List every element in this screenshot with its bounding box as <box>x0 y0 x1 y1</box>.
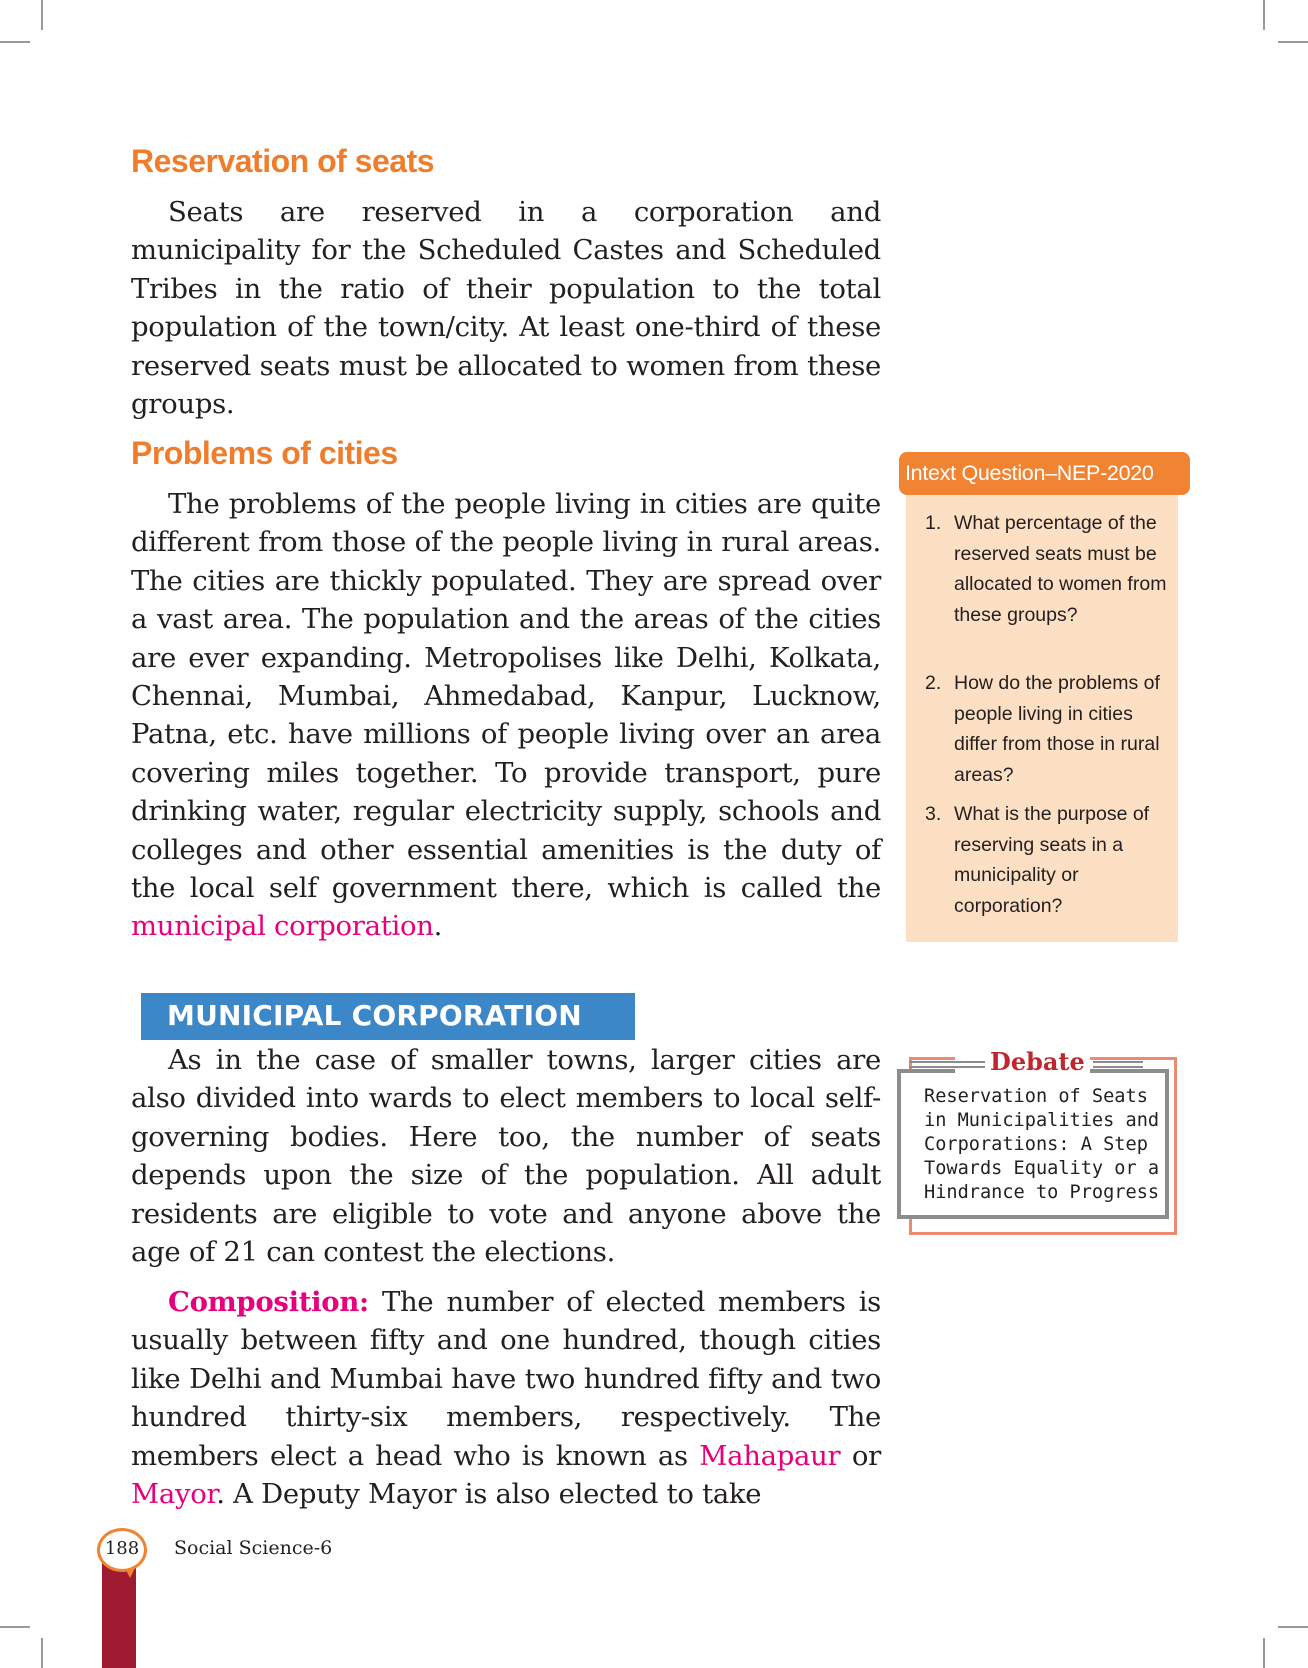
composition-text: The number of elected members is usually between fifty and one hundred, though cities like Delhi and Mumbai have two hundred fifty and two hundred thirty-six members, respectively. The members elect a head who is known as <box>131 1286 881 1472</box>
crop-mark <box>1278 1626 1308 1628</box>
debate-title-rule <box>1093 1061 1143 1063</box>
crop-mark <box>0 1626 30 1628</box>
municipal-corporation-heading-band <box>141 993 635 1040</box>
question-number: 1. <box>925 512 942 534</box>
question-text: What is the purpose of reserving seats in a municipality or corporation? <box>954 803 1150 917</box>
question-text: What percentage of the reserved seats must be allocated to women from these groups? <box>954 512 1167 626</box>
municipal-text: As in the case of smaller towns, larger cities are also divided into wards to elect members to local self-governing bodies. Here too, the number of seats depends upon the size of the population. All adult residents are eligible to vote and anyone above the age of 21 can contest the elections. <box>131 1044 881 1269</box>
debate-title-rule <box>909 1061 985 1063</box>
municipal-paragraph <box>131 1041 881 1271</box>
intext-question-tab <box>899 452 1190 495</box>
intext-question-title: Intext Question–NEP-2020 <box>905 461 1154 485</box>
municipal-corporation-heading: MUNICIPAL CORPORATION <box>167 999 582 1032</box>
problems-text: The problems of the people living in cities are quite different from those of the people living in rural areas. The cities are thickly populated. They are spread over a vast area. The population and the areas of the cities are ever expanding. Metropolises like Delhi, Kolkata, Chennai, Mumbai, Ahmedabad, Kanpur, Lucknow, Patna, etc. have millions of people living over an area covering miles together. To provide transport, pure drinking water, regular electricity supply, schools and colleges and other essential amenities is the duty of the local self government there, which is called the <box>131 488 881 905</box>
mahapaur-term: Mahapaur <box>699 1439 841 1472</box>
book-title: Social Science-6 <box>174 1537 333 1559</box>
mayor-term: Mayor <box>131 1478 217 1511</box>
crop-mark <box>41 1638 43 1668</box>
question-number: 3. <box>925 803 942 825</box>
question-text: How do the problems of people living in cities differ from those in rural areas? <box>954 672 1160 786</box>
page-number: 188 <box>104 1538 140 1559</box>
reservation-text: Seats are reserved in a corporation and municipality for the Scheduled Castes and Scheduled Tribes in the ratio of their population to the total population of the town/city. At least one-third of these reserved seats must be allocated to women from these groups. <box>131 196 881 421</box>
crop-mark <box>41 0 43 30</box>
debate-title: Debate <box>990 1047 1085 1076</box>
question-number: 2. <box>925 672 942 694</box>
crop-mark <box>0 41 30 43</box>
crop-mark <box>1263 1638 1265 1668</box>
reservation-heading: Reservation of seats <box>131 143 435 179</box>
problems-paragraph <box>131 485 881 946</box>
crop-mark <box>1263 0 1265 30</box>
reservation-paragraph <box>131 193 881 423</box>
problems-end: . <box>433 910 443 943</box>
debate-title-rule <box>1093 1066 1143 1068</box>
debate-text: Reservation of Seats in Municipalities and Corporations: A Step Towards Equality or a Hindrance to Progress <box>924 1086 1160 1203</box>
composition-label: Composition: <box>168 1286 369 1318</box>
municipal-corporation-term: municipal corporation <box>131 910 434 943</box>
debate-title-rule <box>909 1066 985 1068</box>
composition-end: . A Deputy Mayor is also elected to take <box>216 1478 762 1511</box>
composition-paragraph <box>131 1283 881 1513</box>
problems-heading: Problems of cities <box>131 435 398 471</box>
or-word: or <box>851 1439 881 1472</box>
crop-mark <box>1278 41 1308 43</box>
